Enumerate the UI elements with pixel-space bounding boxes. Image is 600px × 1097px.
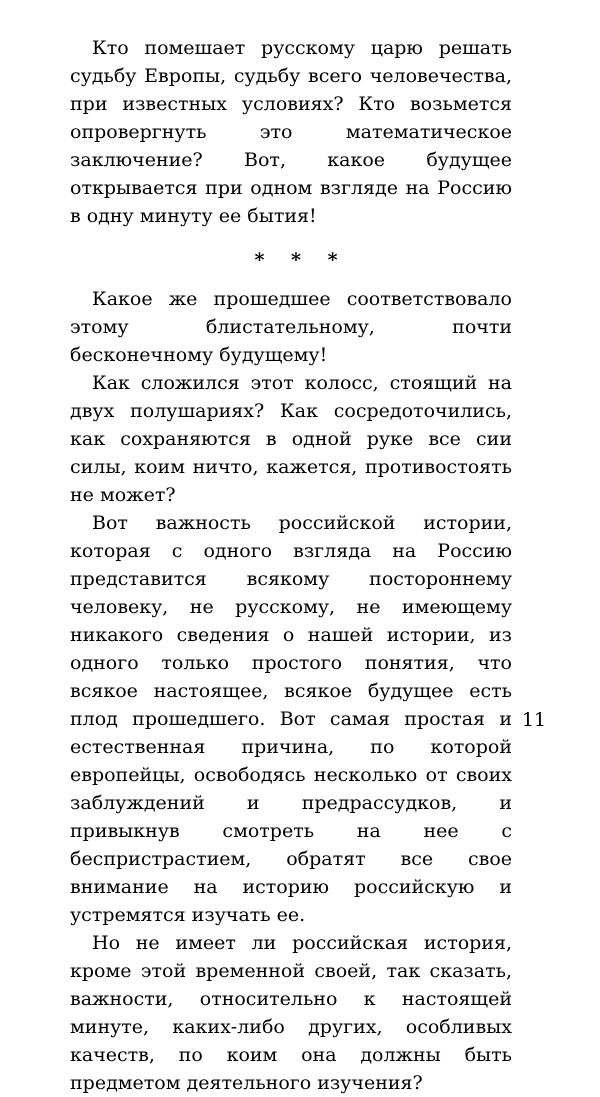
paragraph-colossus: Как сложился этот колосс, стоящий на двух полушариях? Как сосредоточились, как сохраняются в одной руке все сии силы, коим ничто, кажется, противостоять не может? — [70, 372, 512, 506]
paragraph-russian-tsar: Кто помешает русскому царю решать судьбу Европы, судьбу всего человечества, при известных условиях? Кто возьмется опровергнуть это математическое заключение? Вот, какое будущее открывается при одном взгляде на Россию в одну минуту ее бытия! — [70, 37, 512, 227]
paragraph-importance: Вот важность российской истории, которая с одного взгляда на Россию представится всякому постороннему человеку, не русскому, не имеющему никакого сведения о нашей истории, из одного только простого понятия, что всякое настоящее, всякое будущее есть плод прошедшего. Вот самая простая и естественная причина, по которой европейцы, освободясь несколько от своих заблуждений и предрассудков, и привыкнув смотреть на нее с беспристрастием, обратят все свое внимание на историю российскую и устремятся изучать ее. — [70, 512, 512, 926]
page-number: 11 — [521, 709, 546, 731]
section-separator: * * * — [254, 249, 348, 271]
paragraph-qualities: Но не имеет ли российская история, кроме этой временной своей, так сказать, важности, относительно к настоящей минуте, каких-либо других, особливых качеств, по коим она должны быть предметом деятельного изучения? — [70, 932, 512, 1094]
paragraph-past: Какое же прошедшее соответствовало этому блистательному, почти бесконечному будущему! — [70, 288, 512, 366]
